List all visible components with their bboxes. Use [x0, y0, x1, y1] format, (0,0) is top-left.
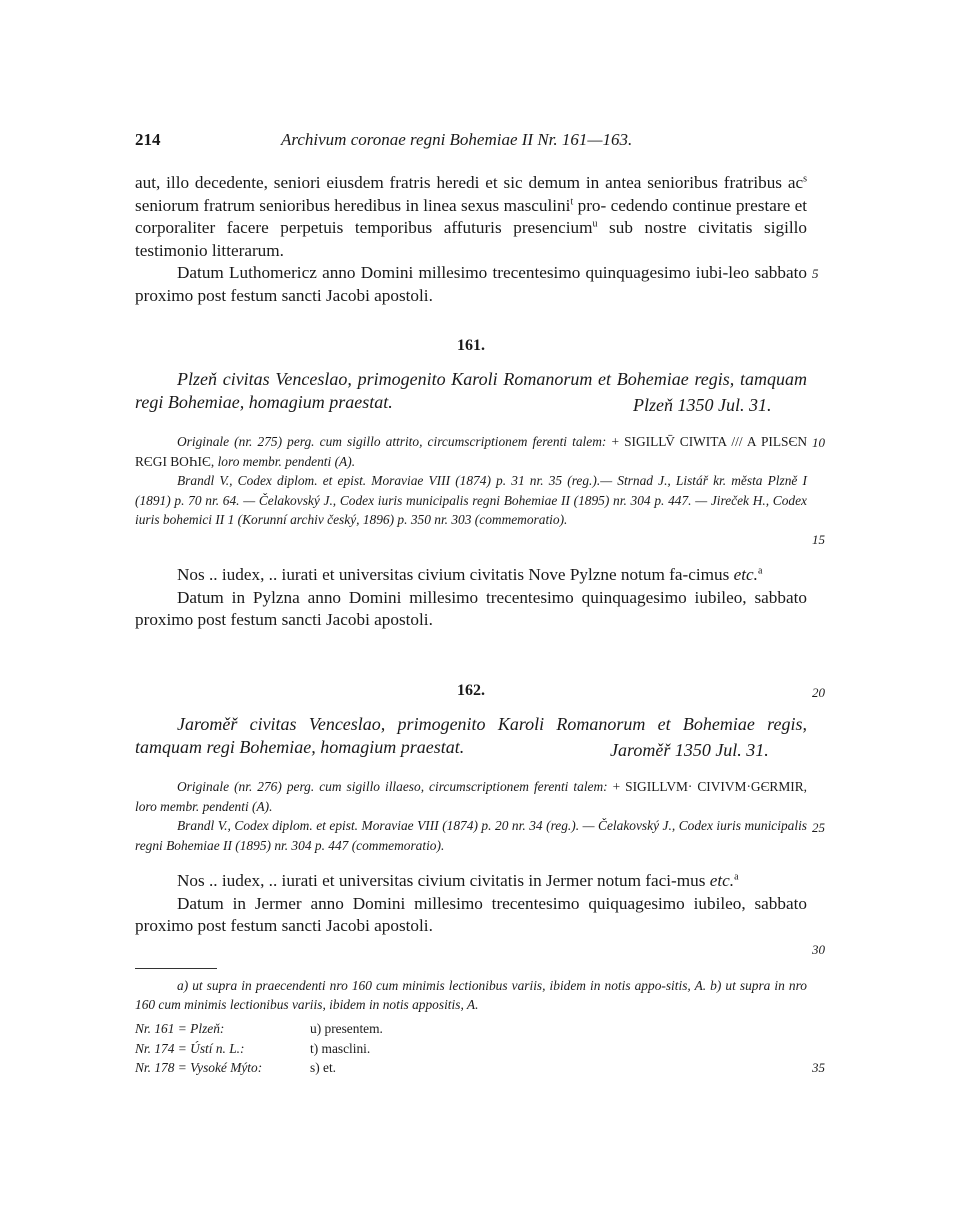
- footnote-row: Nr. 174 = Ústí n. L.: t) masclini.: [135, 1041, 371, 1056]
- page-header: [135, 130, 807, 154]
- date-161: Plzeň 1350 Jul. 31.: [633, 395, 772, 415]
- margin-line-number: 25: [812, 820, 825, 835]
- margin-line-number: 20: [812, 685, 825, 700]
- text-161: Nos .. iudex, .. iurati et universitas civium civitatis Nove Pylzne notum fa-cimus etc.$^a$ Datum in Pylzna anno Domini millesimo trecentesimo quinquagesimo iubileo, sabbato proximo post festum sancti Jacobi apostoli.: [135, 565, 807, 630]
- text-162: Nos .. iudex, .. iurati et universitas civium civitatis in Jermer notum faci-mus etc.$^a$ Datum in Jermer anno Domini millesimo trecentesimo quiquagesimo iubileo, sabbato proximo post festum sancti Jacobi apostoli.: [135, 871, 807, 936]
- page-number: 214: [135, 130, 161, 149]
- running-title: Archivum coronae regni Bohemiae II Nr. 161—163.: [281, 130, 633, 149]
- margin-line-number: 15: [812, 532, 825, 547]
- intro-paragraph-2: Datum Luthomericz anno Domini millesimo trecentesimo quinquagesimo iubi-leo sabbato proximo post festum sancti Jacobi apostoli.: [135, 263, 807, 305]
- document-number-161: 161.: [457, 337, 485, 354]
- margin-line-number: 35: [812, 1060, 825, 1075]
- document-number-162: 162.: [457, 682, 485, 699]
- footnotes-ab: a) ut supra in praecendenti nro 160 cum minimis lectionibus variis, ibidem in notis appo-sitis, A. b) ut supra in nro 160 cum minimis lectionibus variis, ibidem in notis appositis, A.: [135, 978, 807, 1013]
- notes-162: Originale (nr. 276) perg. cum sigillo illaeso, circumscriptionem ferenti talem: + SIGILLVM· CIVIVM·GЄRMIR, loro membr. pendenti (A). Brandl V., Codex diplom. et epist. Moraviae VIII (1874) p. 20 nr. 34 (reg.). — Čelakovský J., Codex iuris municipalis regni Bohemiae II (1895) nr. 304 p. 447 (commemoratio).: [135, 779, 807, 853]
- footnote-row: Nr. 161 = Plzeň: u) presentem.: [135, 1021, 383, 1036]
- notes-161: Originale (nr. 275) perg. cum sigillo attrito, circumscriptionem ferenti talem: + SIGILLV̄ CIWITA /// A PILSЄN RЄGI BOҺIЄ, loro membr. pendenti (A). Brandl V., Codex diplom. et epist. Moraviae VIII (1874) p. 31 nr. 35 (reg.).— Strnad J., Listář kr. města Plzně I (1891) p. 70 nr. 64. — Čelakovský J., Codex iuris municipalis regni Bohemiae II (1895) nr. 304 p. 447. — Jireček H., Codex iuris bohemici II 1 (Korunní archiv český, 1896) p. 350 nr. 303 (commemoratio).: [135, 434, 807, 528]
- regest-162: Jaroměř civitas Venceslao, primogenito Karoli Romanorum et Bohemiae regis, tamquam regi Bohemiae, homagium praestat.: [135, 714, 807, 757]
- margin-line-number: 30: [812, 942, 825, 957]
- footnote-row: Nr. 178 = Vysoké Mýto: s) et.: [135, 1060, 337, 1075]
- regest-161: Plzeň civitas Venceslao, primogenito Karoli Romanorum et Bohemiae regis, tamquam regi Bohemiae, homagium praestat.: [135, 369, 807, 412]
- margin-line-number: 5: [812, 266, 819, 281]
- intro-paragraph-1: aut, illo decedente, seniori eiusdem fratris heredi et sic demum in antea senioribus fratribus $ac^s$ seniorum fratrum senioribus heredibus in linea sexus masculini$^t$ pro- cedendo continue prestare et corporaliter facere perpetuis temporibus affuturis presencium$^u$ sub nostre civitatis sigillo testimonio litterarum. Datum Luthomericz anno Domini millesimo trecentesimo quinquagesimo iubi-leo sabbato proximo post festum sancti Jacobi apostoli.: [135, 172, 807, 308]
- footnote-divider: [135, 968, 217, 969]
- date-162: Jaroměř 1350 Jul. 31.: [610, 740, 769, 760]
- margin-line-number: 10: [812, 435, 825, 450]
